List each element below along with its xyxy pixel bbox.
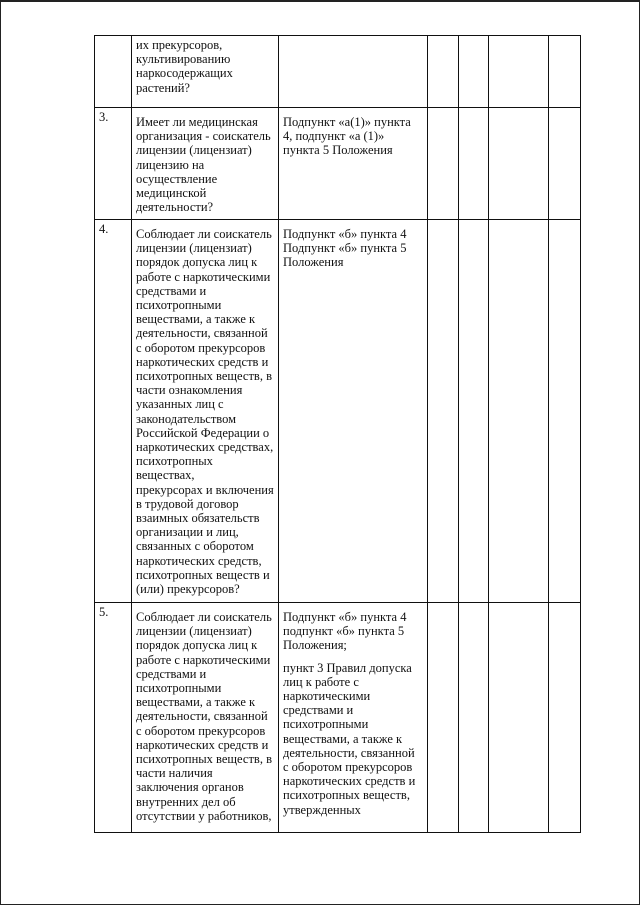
answer-cell-na[interactable] [489, 603, 549, 833]
answer-cell-yes[interactable] [428, 108, 459, 220]
answer-cell-na[interactable] [489, 220, 549, 603]
checklist-table [94, 35, 581, 833]
table-row [95, 36, 581, 108]
answer-cell-note[interactable] [549, 220, 581, 603]
answer-cell-note[interactable] [549, 108, 581, 220]
row-reference: Подпункт «б» пункта 4 Подпункт «б» пункта 5 Положения [279, 220, 428, 603]
row-question: Соблюдает ли соискатель лицензии (лицензиат) порядок допуска лиц к работе с наркотическими средствами и психотропными веществами, а также к деятельности, связанной с оборотом прекурсоров наркотических средств и психотропных веществ, в части наличия заключения органов внутренних дел об отсутствии у работников, [132, 603, 279, 833]
answer-cell-no[interactable] [459, 36, 489, 108]
row-number [95, 36, 132, 108]
answer-cell-no[interactable] [459, 220, 489, 603]
row-reference [279, 36, 428, 108]
row-reference-primary: Подпункт «б» пункта 4 подпункт «б» пункта 5 Положения; [283, 610, 407, 653]
answer-cell-no[interactable] [459, 108, 489, 220]
answer-cell-note[interactable] [549, 36, 581, 108]
row-number: 5. [95, 603, 132, 833]
row-number: 3. [95, 108, 132, 220]
row-number: 4. [95, 220, 132, 603]
row-reference [279, 603, 428, 833]
row-reference: Подпункт «а(1)» пункта 4, подпункт «а (1)» пункта 5 Положения [279, 108, 428, 220]
answer-cell-na[interactable] [489, 108, 549, 220]
table-row [95, 220, 581, 603]
row-reference-secondary: пункт 3 Правил допуска лиц к работе с наркотическими средствами и психотропными веществами, а также к деятельности, связанной с оборотом прекурсоров наркотических средств и психотропных веществ, утвержденных [283, 660, 416, 817]
answer-cell-no[interactable] [459, 603, 489, 833]
row-question: Имеет ли медицинская организация - соискатель лицензии (лицензиат) лицензию на осуществление медицинской деятельности? [132, 108, 279, 220]
spacer [283, 653, 423, 661]
answer-cell-yes[interactable] [428, 36, 459, 108]
answer-cell-note[interactable] [549, 603, 581, 833]
row-question: Соблюдает ли соискатель лицензии (лицензиат) порядок допуска лиц к работе с наркотическими средствами и психотропными веществами, а также к деятельности, связанной с оборотом прекурсоров наркотических средств и психотропных веществ, в части ознакомления указанных лиц с законодательством Российской Федерации о наркотических средствах, психотропных веществах, прекурсорах и включения в трудовой договор взаимных обязательств организации и лиц, связанных с оборотом наркотических средств, психотропных веществ и (или) прекурсоров? [132, 220, 279, 603]
answer-cell-yes[interactable] [428, 603, 459, 833]
answer-cell-yes[interactable] [428, 220, 459, 603]
row-question: их прекурсоров, культивированию наркосодержащих растений? [132, 36, 279, 108]
table-row [95, 108, 581, 220]
table-row [95, 603, 581, 833]
answer-cell-na[interactable] [489, 36, 549, 108]
